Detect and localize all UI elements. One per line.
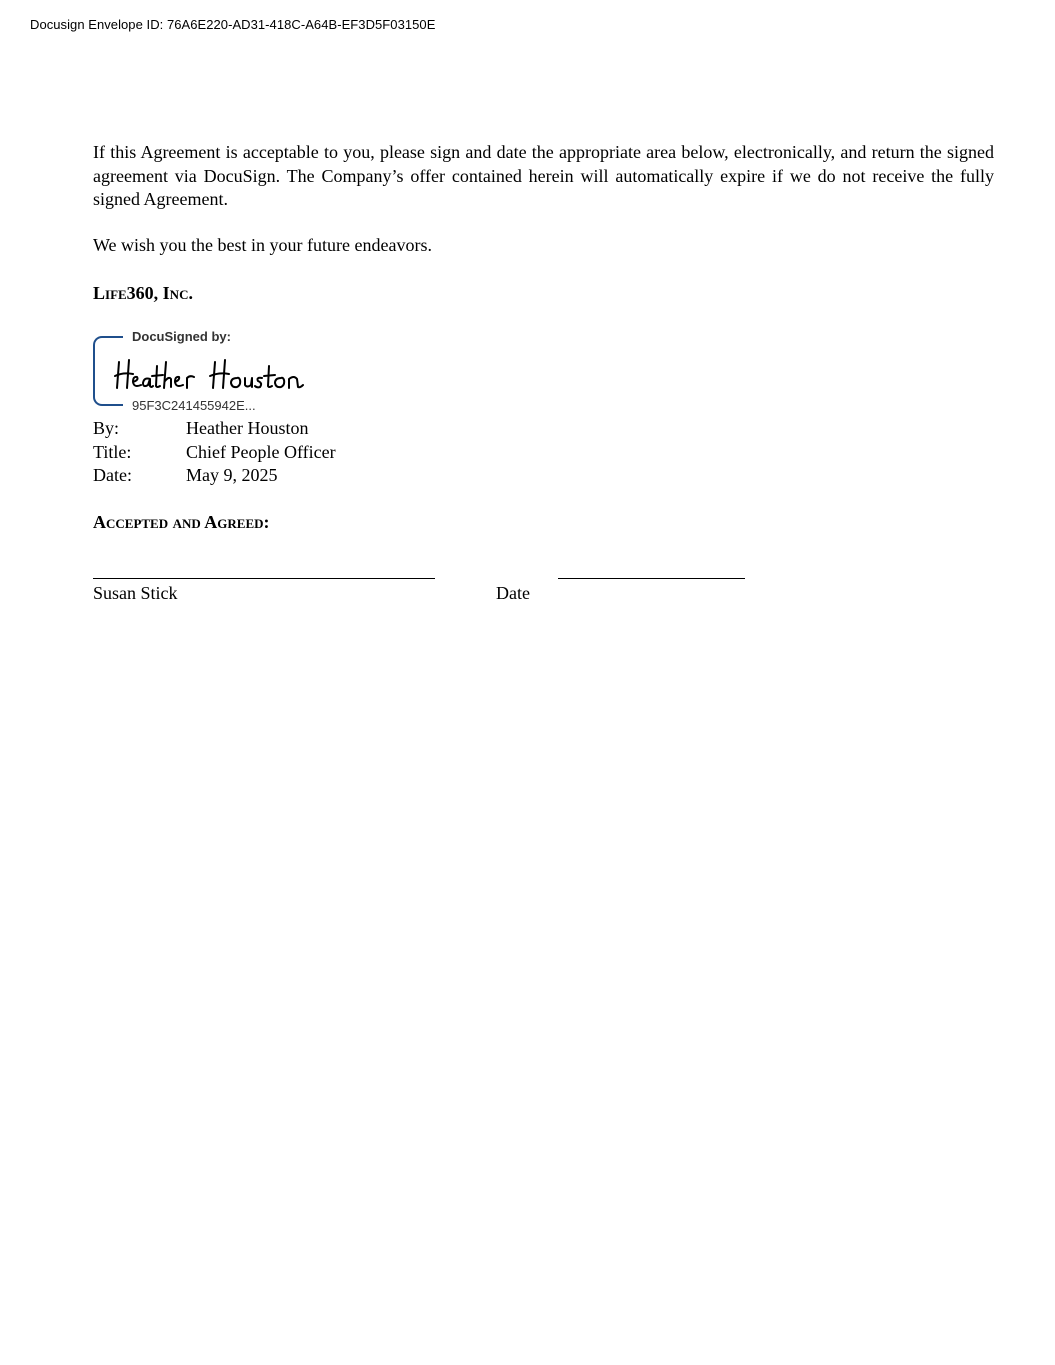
envelope-id: Docusign Envelope ID: 76A6E220-AD31-418C-A64B-EF3D5F03150E: [30, 17, 436, 32]
handwritten-signature: [113, 352, 313, 396]
title-value: Chief People Officer: [186, 441, 336, 462]
accepted-and-agreed-heading: Accepted and Agreed:: [93, 512, 270, 532]
date-value: May 9, 2025: [186, 465, 278, 485]
signer-name: Susan Stick: [93, 583, 178, 603]
company-name: Life360, Inc.: [93, 283, 193, 303]
by-label: By:: [93, 418, 120, 438]
signatory-block: [93, 417, 336, 488]
date-label: Date:: [93, 465, 132, 485]
docusigned-by-label: DocuSigned by:: [132, 329, 231, 344]
date-line: [558, 578, 745, 579]
title-label: Title:: [93, 441, 132, 462]
title-row: [93, 441, 336, 465]
docusign-id: 95F3C241455942E...: [132, 398, 256, 413]
by-value: Heather Houston: [186, 418, 309, 438]
by-row: [93, 417, 336, 441]
closing-paragraph: We wish you the best in your future endeavors.: [93, 235, 432, 255]
acceptance-date-label: Date: [496, 583, 530, 603]
docusign-signature-stamp: [93, 328, 333, 414]
date-row: [93, 464, 336, 488]
agreement-paragraph: If this Agreement is acceptable to you, please sign and date the appropriate area below, electronically, and return the signed agreement via DocuSign. The Company’s offer contained herein will automatically expire if we do not receive the fully signed Agreement.: [93, 142, 994, 209]
signature-line: [93, 578, 435, 579]
